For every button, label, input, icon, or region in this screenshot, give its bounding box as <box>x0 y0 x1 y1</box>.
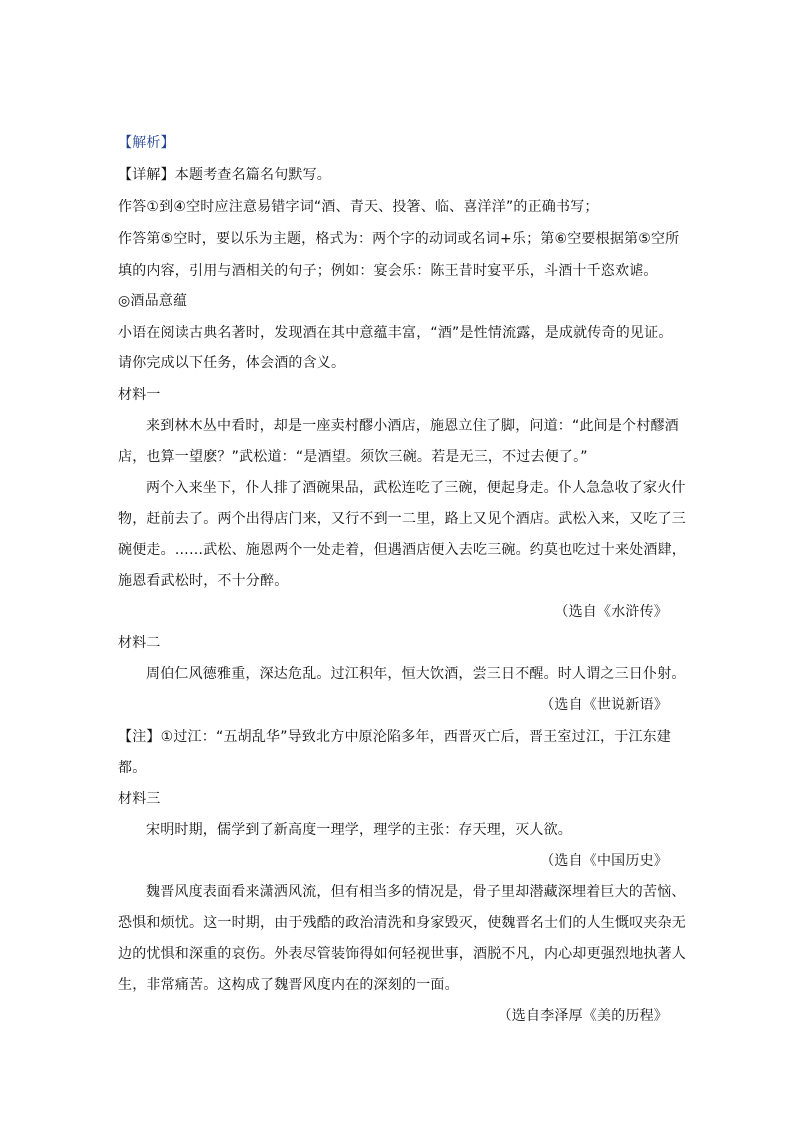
material-one-line-5: 碗便走。……武松、施恩两个一处走着，但遇酒店便入去吃三碗。约莫也吃过十来处酒肆， <box>118 542 686 558</box>
material-three-line-3: 恐惧和烦忧。这一时期，由于残酷的政治清洗和身家毁灭，使魏晋名士们的人生慨叹夹杂无 <box>118 915 686 931</box>
detail-line: 【详解】本题考查名篇名句默写。 <box>118 167 331 183</box>
material-three-line-4: 边的忧惧和深重的哀伤。外表尽管装饰得如何轻视世事，酒脱不凡，内心却更强烈地执著人 <box>118 946 686 962</box>
material-one-source: （选自《水浒传》 <box>554 604 668 620</box>
material-one-line-6: 施恩看武松时，不十分醉。 <box>118 573 289 589</box>
material-one-line-4: 物，赶前去了。两个出得店门来，又行不到一二里，路上又见个酒店。武松入来，又吃了三 <box>118 511 686 527</box>
material-three-source-1: （选自《中国历史》 <box>540 853 668 869</box>
material-two-source: （选自《世说新语》 <box>540 697 668 713</box>
section-title: ◎酒品意蕴 <box>118 293 188 309</box>
material-three-line-2: 魏晋风度表面看来潇洒风流，但有相当多的情况是，骨子里却潜藏深埋着巨大的苦恼、 <box>146 884 686 900</box>
intro-line-2: 请你完成以下任务，体会酒的含义。 <box>118 355 346 371</box>
material-three-source-2: （选自李泽厚《美的历程》 <box>497 1008 668 1024</box>
material-one-title: 材料一 <box>118 387 161 403</box>
answer-line-1: 作答①到④空时应注意易错字词“酒、青天、投箸、临、喜洋洋”的正确书写； <box>118 199 599 215</box>
material-three-line-1: 宋明时期，儒学到了新高度一理学，理学的主张：存天理，灭人欲。 <box>146 822 572 838</box>
material-one-line-2: 店，也算一望麽？”武松道：“是酒望。须饮三碗。若是无三，不过去便了。” <box>118 449 588 465</box>
material-one-line-3: 两个入来坐下，仆人排了酒碗果品，武松连吃了三碗，便起身走。仆人急急收了家火什 <box>146 480 686 496</box>
material-two-title: 材料二 <box>118 635 161 651</box>
answer-line-3: 填的内容，引用与酒相关的句子；例如：宴会乐：陈王昔时宴平乐，斗酒十千恣欢谑。 <box>118 263 658 279</box>
intro-line-1: 小语在阅读古典名著时，发现酒在其中意蕴丰富，“酒”是性情流露，是成就传奇的见证。 <box>118 325 673 341</box>
note-line-2: 都。 <box>118 760 147 776</box>
answer-line-2: 作答第⑤空时，要以乐为主题，格式为：两个字的动词或名词+乐；第⑥空要根据第⑤空所 <box>118 231 680 247</box>
note-line-1: 【注】①过江：“五胡乱华”导致北方中原沦陷多年，西晋灭亡后，晋王室过江，于江东建 <box>118 729 672 745</box>
analysis-heading: 【解析】 <box>118 135 175 151</box>
material-one-line-1: 来到林木丛中看时，却是一座卖村醪小酒店，施恩立住了脚，问道：“此间是个村醪酒 <box>146 418 679 434</box>
material-three-title: 材料三 <box>118 791 161 807</box>
material-two-line-1: 周伯仁风德雅重，深达危乱。过江积年，恒大饮酒，尝三日不醒。时人谓之三日仆射。 <box>146 666 686 682</box>
material-three-line-5: 生，非常痛苦。这构成了魏晋风度内在的深刻的一面。 <box>118 977 459 993</box>
